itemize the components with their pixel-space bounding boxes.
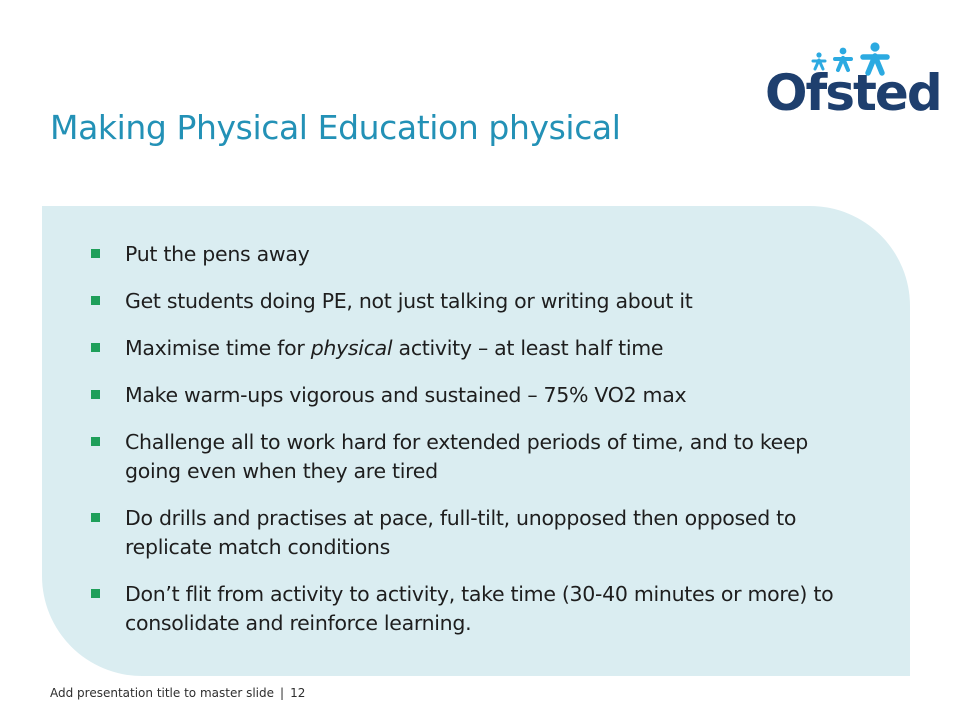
bullet-item	[89, 428, 849, 486]
bullet-emphasis: physical	[310, 336, 393, 360]
bullet-square-icon	[91, 390, 100, 399]
bullet-text: Maximise time for	[125, 336, 311, 360]
bullet-text-continued: activity – at least half time	[392, 336, 664, 360]
bullet-square-icon	[91, 513, 100, 522]
bullet-square-icon	[91, 249, 100, 258]
slide-footer	[50, 686, 305, 700]
ofsted-wordmark: Ofsted	[765, 64, 941, 122]
ofsted-logo	[765, 40, 941, 130]
bullet-item	[89, 504, 849, 562]
footer-separator: |	[280, 686, 285, 700]
bullet-text: Don’t flit from activity to activity, take time (30-40 minutes or more) to consolidate and reinforce learning.	[125, 582, 834, 635]
bullet-square-icon	[91, 296, 100, 305]
bullet-list	[89, 240, 849, 656]
footer-presentation-title: Add presentation title to master slide	[50, 686, 275, 700]
bullet-item	[89, 334, 849, 363]
slide-title: Making Physical Education physical	[50, 108, 621, 147]
bullet-item	[89, 381, 849, 410]
bullet-text: Put the pens away	[125, 242, 310, 266]
bullet-item	[89, 240, 849, 269]
bullet-item	[89, 580, 849, 638]
bullet-item	[89, 287, 849, 316]
bullet-text: Challenge all to work hard for extended periods of time, and to keep going even when they are tired	[125, 430, 809, 483]
bullet-square-icon	[91, 437, 100, 446]
bullet-square-icon	[91, 589, 100, 598]
bullet-text: Get students doing PE, not just talking or writing about it	[125, 289, 693, 313]
bullet-text: Do drills and practises at pace, full-tilt, unopposed then opposed to replicate match conditions	[125, 506, 797, 559]
bullet-square-icon	[91, 343, 100, 352]
bullet-text: Make warm-ups vigorous and sustained – 75% VO2 max	[125, 383, 687, 407]
page-number: 12	[290, 686, 306, 700]
